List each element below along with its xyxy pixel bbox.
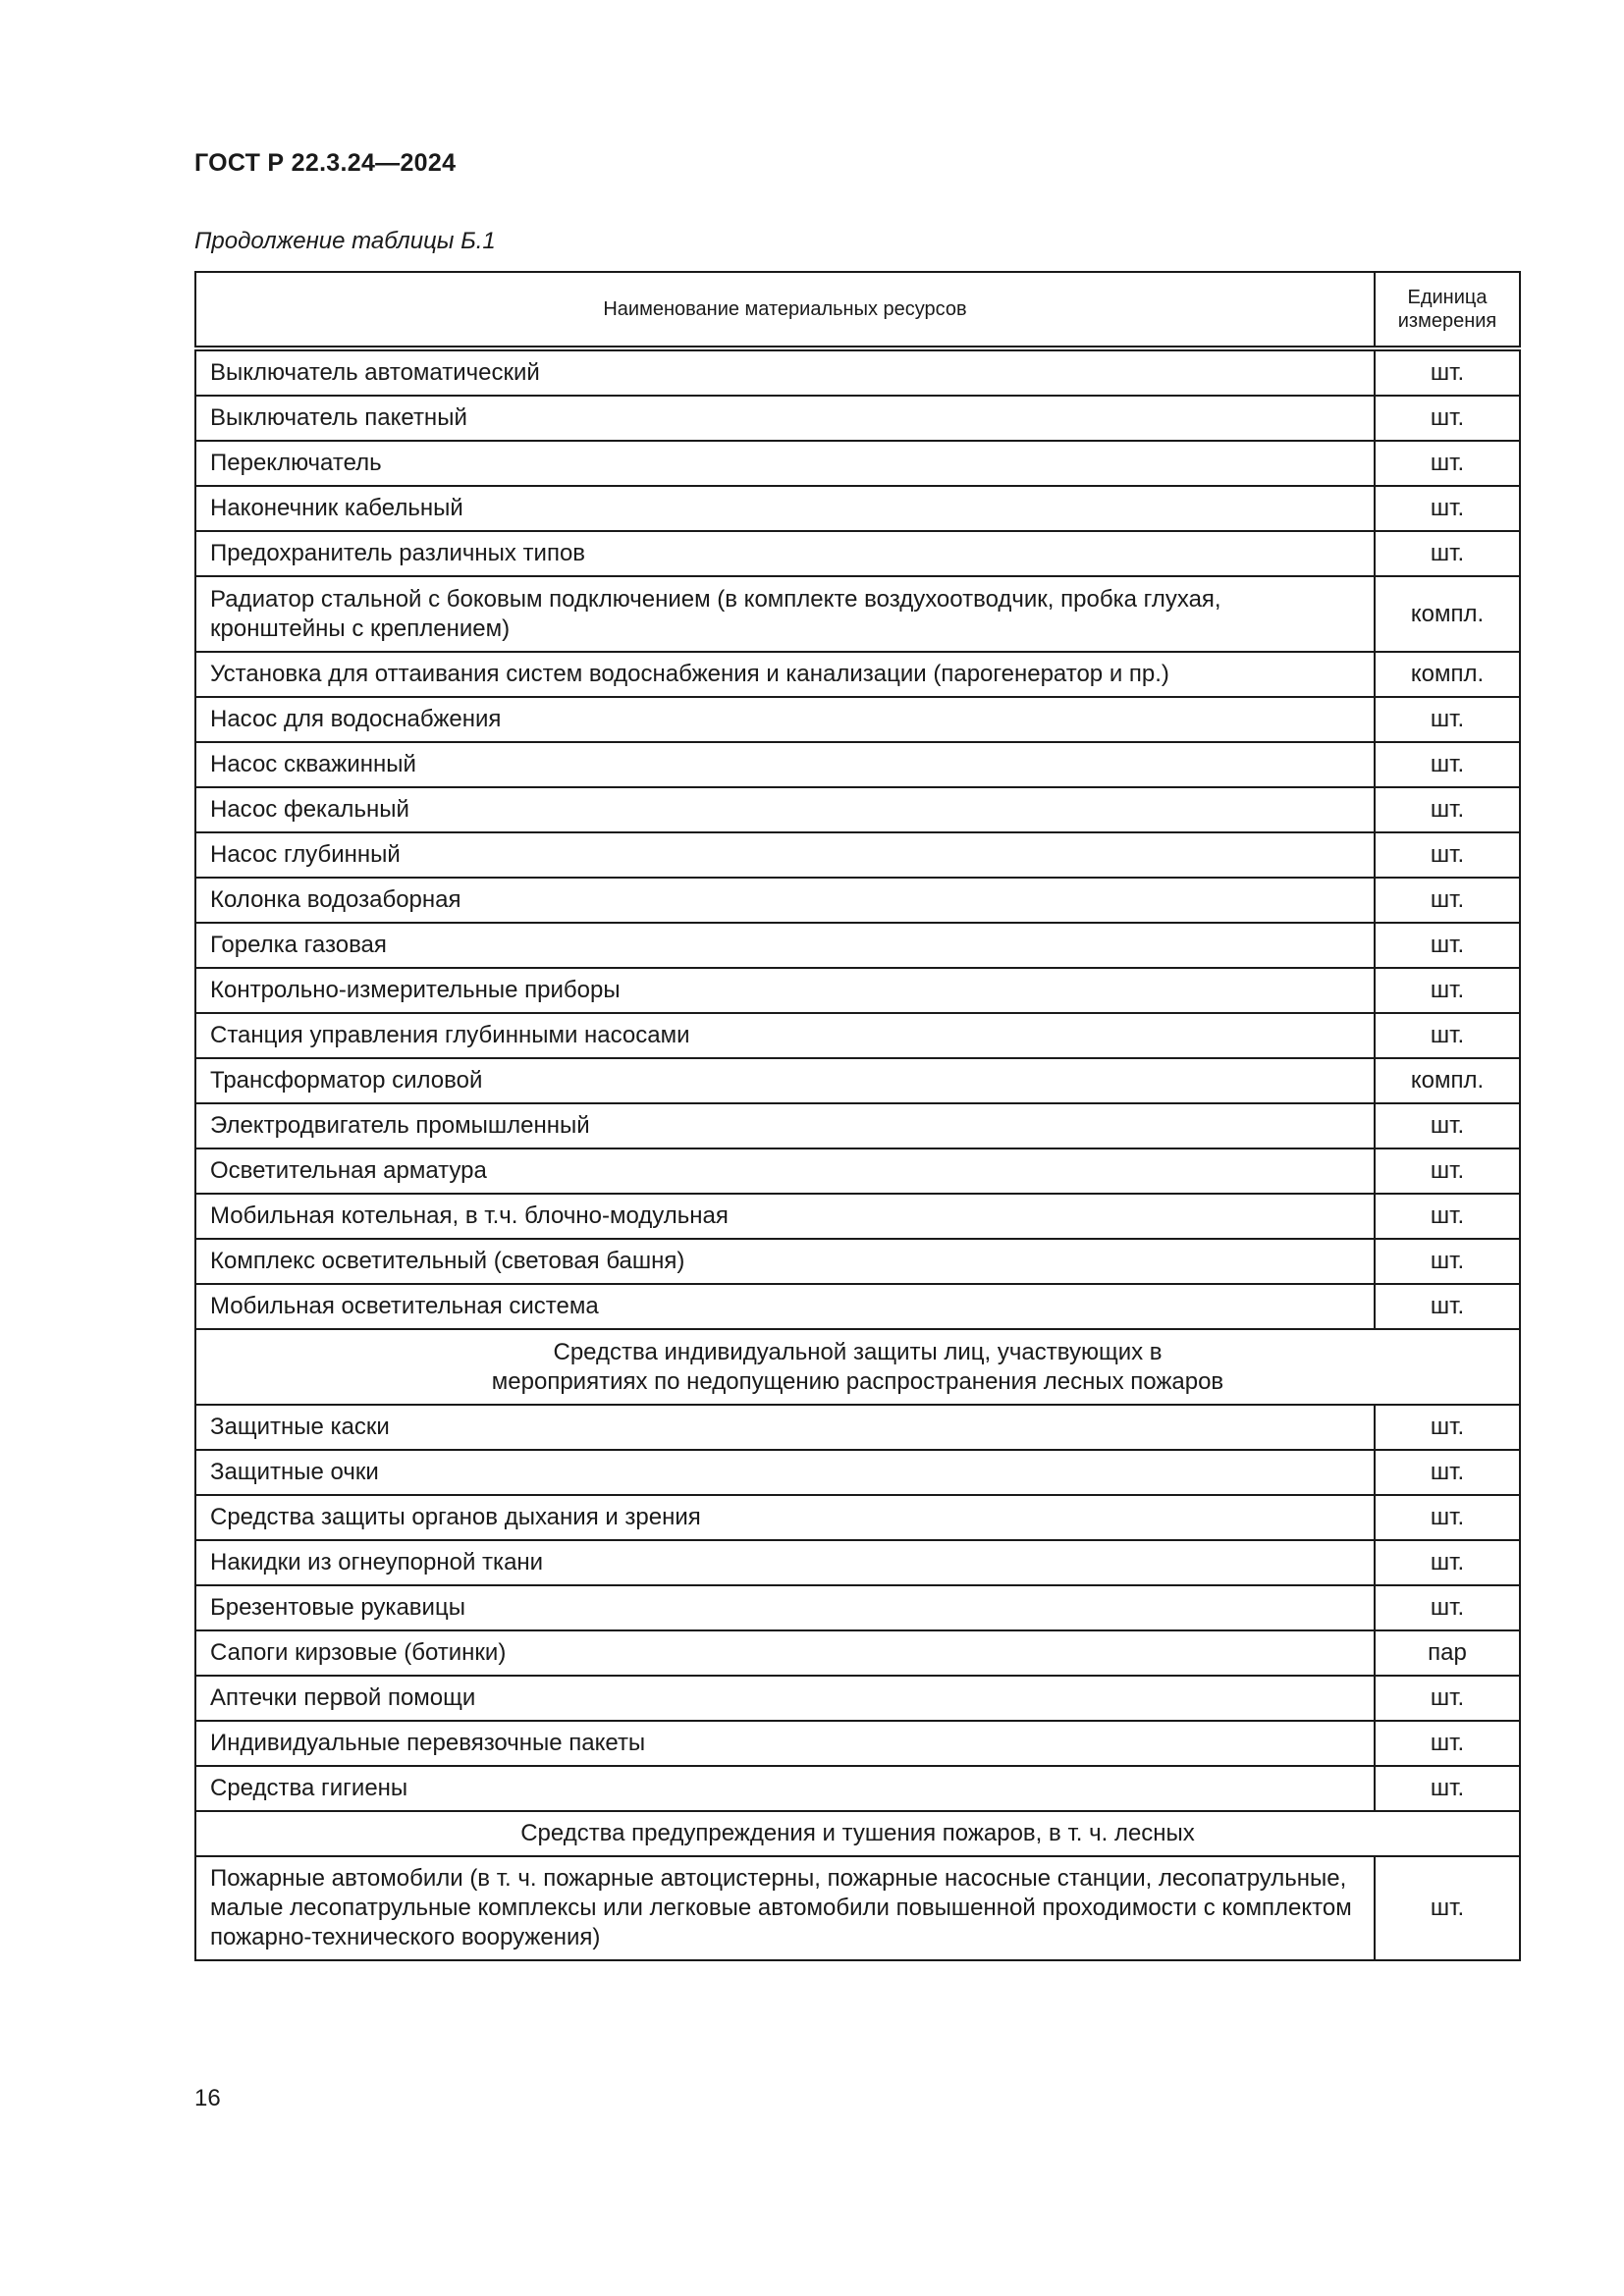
resource-name-cell: Наконечник кабельный (195, 486, 1375, 531)
table-row (195, 878, 1520, 923)
unit-cell: шт. (1375, 348, 1520, 396)
unit-cell: шт. (1375, 1013, 1520, 1058)
resource-name-cell: Защитные каски (195, 1405, 1375, 1450)
unit-cell: шт. (1375, 486, 1520, 531)
resource-name-cell: Накидки из огнеупорной ткани (195, 1540, 1375, 1585)
table-row (195, 923, 1520, 968)
table-row (195, 1676, 1520, 1721)
unit-cell: шт. (1375, 697, 1520, 742)
resource-name-cell: Насос фекальный (195, 787, 1375, 832)
unit-cell: шт. (1375, 968, 1520, 1013)
page-number: 16 (194, 2085, 221, 2111)
table-row (195, 1585, 1520, 1630)
unit-cell: шт. (1375, 1284, 1520, 1329)
table-row (195, 1630, 1520, 1676)
resource-name-cell: Мобильная осветительная система (195, 1284, 1375, 1329)
table-row (195, 1239, 1520, 1284)
table-row (195, 348, 1520, 396)
unit-cell: шт. (1375, 1856, 1520, 1960)
table-row (195, 1495, 1520, 1540)
resource-name-cell: Трансформатор силовой (195, 1058, 1375, 1103)
unit-cell: шт. (1375, 1194, 1520, 1239)
table-row (195, 742, 1520, 787)
resource-name-cell: Аптечки первой помощи (195, 1676, 1375, 1721)
table-row (195, 1013, 1520, 1058)
resource-name-cell: Радиатор стальной с боковым подключением (в комплекте воздухоотводчик, пробка глухая, кронштейны с креплением) (195, 576, 1375, 652)
resource-name-cell: Пожарные автомобили (в т. ч. пожарные автоцистерны, пожарные насосные станции, лесопатрульные, малые лесопатрульные комплексы или легковые автомобили повышенной проходимости с комплектом пожарно-технического вооружения) (195, 1856, 1375, 1960)
unit-cell: шт. (1375, 1676, 1520, 1721)
table-row (195, 787, 1520, 832)
table-row (195, 576, 1520, 652)
section-heading: Средства предупреждения и тушения пожаров, в т. ч. лесных (195, 1811, 1520, 1856)
resource-name-cell: Защитные очки (195, 1450, 1375, 1495)
table-row (195, 697, 1520, 742)
table-row (195, 968, 1520, 1013)
resource-name-cell: Брезентовые рукавицы (195, 1585, 1375, 1630)
unit-cell: шт. (1375, 1239, 1520, 1284)
table-row (195, 1856, 1520, 1960)
column-header-name: Наименование материальных ресурсов (195, 272, 1375, 348)
table-body (195, 348, 1520, 1960)
resource-name-cell: Насос скважинный (195, 742, 1375, 787)
unit-cell: шт. (1375, 1450, 1520, 1495)
unit-cell: шт. (1375, 742, 1520, 787)
unit-cell: шт. (1375, 1585, 1520, 1630)
resource-name-cell: Горелка газовая (195, 923, 1375, 968)
resource-name-cell: Средства гигиены (195, 1766, 1375, 1811)
section-heading: Средства индивидуальной защиты лиц, участвующих в мероприятиях по недопущению распространения лесных пожаров (195, 1329, 1520, 1405)
unit-cell: шт. (1375, 441, 1520, 486)
resource-name-cell: Индивидуальные перевязочные пакеты (195, 1721, 1375, 1766)
document-code: ГОСТ Р 22.3.24—2024 (194, 149, 457, 177)
resource-name-cell: Выключатель автоматический (195, 348, 1375, 396)
table-row (195, 1148, 1520, 1194)
resource-name-cell: Станция управления глубинными насосами (195, 1013, 1375, 1058)
table-caption: Продолжение таблицы Б.1 (194, 228, 496, 254)
table-row (195, 1058, 1520, 1103)
unit-cell: шт. (1375, 787, 1520, 832)
table-row (195, 396, 1520, 441)
table-row (195, 1766, 1520, 1811)
resource-name-cell: Контрольно-измерительные приборы (195, 968, 1375, 1013)
table-row (195, 1284, 1520, 1329)
resource-name-cell: Средства защиты органов дыхания и зрения (195, 1495, 1375, 1540)
table-row (195, 531, 1520, 576)
unit-cell: пар (1375, 1630, 1520, 1676)
unit-cell: шт. (1375, 1540, 1520, 1585)
table-row (195, 1405, 1520, 1450)
unit-cell: шт. (1375, 878, 1520, 923)
unit-cell: шт. (1375, 1495, 1520, 1540)
section-heading-row (195, 1811, 1520, 1856)
unit-cell: шт. (1375, 396, 1520, 441)
resource-name-cell: Колонка водозаборная (195, 878, 1375, 923)
table-row (195, 832, 1520, 878)
column-header-unit: Единица измерения (1375, 272, 1520, 348)
resource-name-cell: Выключатель пакетный (195, 396, 1375, 441)
unit-cell: компл. (1375, 1058, 1520, 1103)
resource-name-cell: Комплекс осветительный (световая башня) (195, 1239, 1375, 1284)
table-row (195, 486, 1520, 531)
resource-name-cell: Электродвигатель промышленный (195, 1103, 1375, 1148)
table-row (195, 1540, 1520, 1585)
table-row (195, 1103, 1520, 1148)
unit-cell: шт. (1375, 1766, 1520, 1811)
unit-cell: компл. (1375, 576, 1520, 652)
resource-name-cell: Мобильная котельная, в т.ч. блочно-модульная (195, 1194, 1375, 1239)
unit-cell: компл. (1375, 652, 1520, 697)
resource-name-cell: Насос глубинный (195, 832, 1375, 878)
resource-name-cell: Осветительная арматура (195, 1148, 1375, 1194)
resource-name-cell: Установка для оттаивания систем водоснабжения и канализации (парогенератор и пр.) (195, 652, 1375, 697)
section-heading-row (195, 1329, 1520, 1405)
unit-cell: шт. (1375, 1721, 1520, 1766)
unit-cell: шт. (1375, 531, 1520, 576)
resource-name-cell: Сапоги кирзовые (ботинки) (195, 1630, 1375, 1676)
table-row (195, 1721, 1520, 1766)
resource-name-cell: Переключатель (195, 441, 1375, 486)
table-row (195, 1450, 1520, 1495)
unit-cell: шт. (1375, 1405, 1520, 1450)
resource-name-cell: Предохранитель различных типов (195, 531, 1375, 576)
table-row (195, 1194, 1520, 1239)
table-header-row (195, 272, 1520, 348)
resources-table (194, 271, 1521, 1961)
table-row (195, 441, 1520, 486)
unit-cell: шт. (1375, 1148, 1520, 1194)
unit-cell: шт. (1375, 832, 1520, 878)
unit-cell: шт. (1375, 1103, 1520, 1148)
table-row (195, 652, 1520, 697)
unit-cell: шт. (1375, 923, 1520, 968)
resource-name-cell: Насос для водоснабжения (195, 697, 1375, 742)
